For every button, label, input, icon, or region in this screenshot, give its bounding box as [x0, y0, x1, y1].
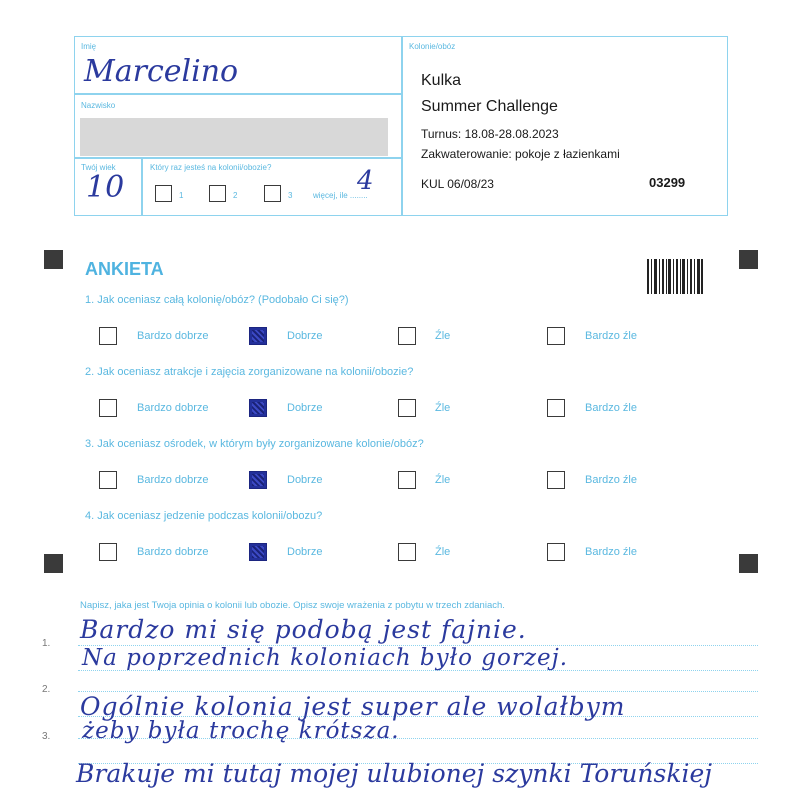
q4-option-zle: Źle: [435, 546, 451, 558]
q1-checkbox-zle[interactable]: [398, 327, 416, 345]
q3-option-zle: Źle: [435, 474, 451, 486]
corner-marker-top-left: [44, 250, 63, 269]
q2-checkbox-bardzo-zle[interactable]: [547, 399, 565, 417]
q1-checkbox-dobrze[interactable]: [249, 327, 267, 345]
q1-checkbox-bardzo-dobrze[interactable]: [99, 327, 117, 345]
q4-checkbox-bardzo-zle[interactable]: [547, 543, 565, 561]
handwritten-line-4[interactable]: żeby była trochę krótsza.: [82, 718, 400, 744]
last-name-label: Nazwisko: [81, 101, 116, 110]
name-divider: [74, 93, 402, 95]
handwritten-line-5[interactable]: Brakuje mi tutaj mojej ulubionej szynki Toruńskiej: [76, 759, 713, 788]
q3-checkbox-bardzo-dobrze[interactable]: [99, 471, 117, 489]
first-name-value[interactable]: Marcelino: [84, 54, 239, 89]
age-divider: [141, 157, 143, 216]
question-2: 2. Jak oceniasz atrakcje i zajęcia zorganizowane na kolonii/obozie?: [85, 366, 414, 378]
q4-checkbox-zle[interactable]: [398, 543, 416, 561]
q1-checkbox-bardzo-zle[interactable]: [547, 327, 565, 345]
handwritten-line-1[interactable]: Bardzo mi się podobą jest fajnie.: [80, 615, 527, 644]
times-label: Który raz jesteś na kolonii/obozie?: [150, 163, 272, 172]
barcode: [647, 259, 703, 294]
question-4: 4. Jak oceniasz jedzenie podczas kolonii/obozu?: [85, 510, 323, 522]
times-option-3: 3: [288, 191, 293, 200]
header-divider: [401, 36, 403, 216]
q1-option-bardzo-zle: Bardzo źle: [585, 330, 637, 342]
line-number-1: 1.: [42, 638, 51, 649]
q3-option-bardzo-zle: Bardzo źle: [585, 474, 637, 486]
q1-option-bardzo-dobrze: Bardzo dobrze: [137, 330, 209, 342]
q3-option-dobrze: Dobrze: [287, 474, 323, 486]
times-option-2: 2: [233, 191, 238, 200]
times-checkbox-1[interactable]: [155, 185, 172, 202]
q4-checkbox-bardzo-dobrze[interactable]: [99, 543, 117, 561]
question-3: 3. Jak oceniasz ośrodek, w którym były zorganizowane kolonie/obóz?: [85, 438, 424, 450]
camp-code: KUL 06/08/23: [421, 177, 494, 191]
camp-program: Summer Challenge: [421, 98, 558, 115]
q2-option-dobrze: Dobrze: [287, 402, 323, 414]
times-more-label: więcej, ile ........: [313, 191, 368, 200]
q2-checkbox-dobrze[interactable]: [249, 399, 267, 417]
surname-divider: [74, 157, 402, 159]
form-number: 03299: [649, 175, 686, 190]
times-checkbox-3[interactable]: [264, 185, 281, 202]
age-label: Twój wiek: [81, 163, 116, 172]
q2-option-bardzo-dobrze: Bardzo dobrze: [137, 402, 209, 414]
q4-checkbox-dobrze[interactable]: [249, 543, 267, 561]
q3-checkbox-zle[interactable]: [398, 471, 416, 489]
turnus: Turnus: 18.08-28.08.2023: [421, 127, 559, 141]
opinion-prompt: Napisz, jaka jest Twoja opinia o kolonii lub obozie. Opisz swoje wrażenia z pobytu w trzech zdaniach.: [80, 600, 505, 611]
q4-option-bardzo-dobrze: Bardzo dobrze: [137, 546, 209, 558]
first-name-label: Imię: [81, 42, 97, 51]
q1-option-dobrze: Dobrze: [287, 330, 323, 342]
corner-marker-bottom-right: [739, 554, 758, 573]
line-number-2: 2.: [42, 684, 51, 695]
redacted-surname: [80, 118, 388, 156]
q4-option-dobrze: Dobrze: [287, 546, 323, 558]
accommodation: Zakwaterowanie: pokoje z łazienkami: [421, 147, 620, 161]
age-value[interactable]: 10: [86, 170, 125, 205]
q2-checkbox-zle[interactable]: [398, 399, 416, 417]
line-number-3: 3.: [42, 731, 51, 742]
q3-checkbox-dobrze[interactable]: [249, 471, 267, 489]
times-more-value[interactable]: 4: [357, 166, 374, 196]
times-option-1: 1: [179, 191, 184, 200]
q4-option-bardzo-zle: Bardzo źle: [585, 546, 637, 558]
q2-option-bardzo-zle: Bardzo źle: [585, 402, 637, 414]
q3-checkbox-bardzo-zle[interactable]: [547, 471, 565, 489]
handwritten-line-3[interactable]: Ogólnie kolonia jest super ale wolałbym: [80, 692, 626, 721]
q1-option-zle: Źle: [435, 330, 451, 342]
camp-name: Kulka: [421, 72, 462, 89]
handwritten-line-2[interactable]: Na poprzednich koloniach było gorzej.: [82, 645, 569, 671]
q2-option-zle: Źle: [435, 402, 451, 414]
camp-label: Kolonie/obóz: [409, 42, 456, 51]
corner-marker-top-right: [739, 250, 758, 269]
q2-checkbox-bardzo-dobrze[interactable]: [99, 399, 117, 417]
times-checkbox-2[interactable]: [209, 185, 226, 202]
corner-marker-bottom-left: [44, 554, 63, 573]
q3-option-bardzo-dobrze: Bardzo dobrze: [137, 474, 209, 486]
question-1: 1. Jak oceniasz całą kolonię/obóz? (Podobało Ci się?): [85, 294, 349, 306]
survey-title: ANKIETA: [85, 259, 164, 279]
